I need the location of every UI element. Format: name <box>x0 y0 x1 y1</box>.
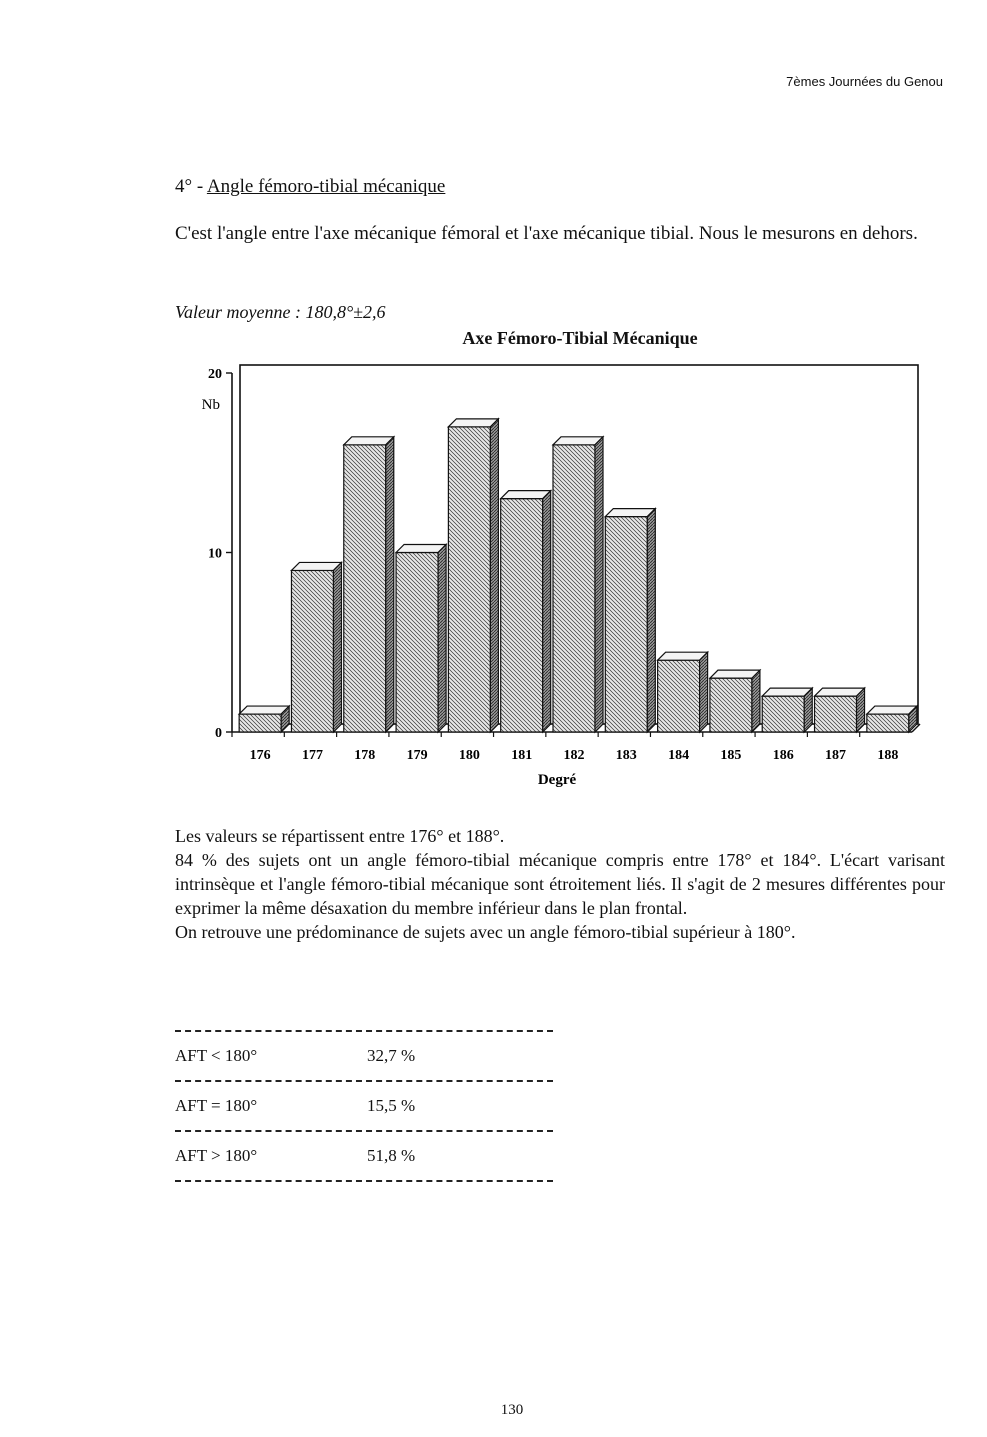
bar <box>448 419 498 732</box>
section-number: 4° - <box>175 176 207 197</box>
aft-table <box>175 1030 555 1182</box>
summary-line-1: Les valeurs se répartissent entre 176° et 188°. <box>175 826 505 846</box>
x-tick-label: 184 <box>668 748 690 763</box>
bar-front <box>344 445 386 732</box>
chart-title: Axe Fémoro-Tibial Mécanique <box>462 328 698 348</box>
x-tick-labels <box>232 732 898 763</box>
y-axis-label: Nb <box>201 397 220 413</box>
bar-side <box>595 437 603 732</box>
histogram-chart <box>170 350 930 800</box>
bar-side <box>490 419 498 732</box>
bar-front <box>553 445 595 732</box>
bar-side <box>700 652 708 732</box>
summary-line-3: On retrouve une prédominance de sujets avec un angle fémoro-tibial supérieur à 180°. <box>175 922 796 942</box>
x-tick-label: 181 <box>511 748 533 763</box>
bar <box>867 706 917 732</box>
bar-front <box>867 714 909 732</box>
bar-front <box>710 678 752 732</box>
bar <box>501 491 551 732</box>
bar <box>762 688 812 732</box>
x-tick-label: 176 <box>249 748 271 763</box>
bar <box>605 509 655 732</box>
bar-front <box>448 427 490 732</box>
bar-front <box>501 499 543 732</box>
x-tick-label: 186 <box>772 748 794 763</box>
table-row <box>175 1132 555 1180</box>
bar <box>396 545 446 733</box>
bar-side <box>386 437 394 732</box>
y-tick-label: 20 <box>208 367 222 382</box>
bar-side <box>752 670 760 732</box>
bar <box>291 562 341 732</box>
row-value: 32,7 % <box>367 1046 416 1065</box>
bar-side <box>857 688 865 732</box>
row-value: 15,5 % <box>367 1096 416 1115</box>
section-title: Angle fémoro-tibial mécanique <box>206 176 446 197</box>
section-heading <box>175 176 445 198</box>
page-number: 130 <box>500 1402 524 1418</box>
row-label: AFT > 180° <box>175 1146 258 1165</box>
x-tick-label: 185 <box>720 748 742 763</box>
intro-paragraph: C'est l'angle entre l'axe mécanique fémoral et l'axe mécanique tibial. Nous le mesurons en dehors. <box>175 223 918 244</box>
y-tick-label: 10 <box>208 546 222 562</box>
bar-front <box>658 660 700 732</box>
x-tick-label: 187 <box>825 748 847 763</box>
row-value: 51,8 % <box>367 1146 416 1165</box>
bar-side <box>647 509 655 732</box>
bar <box>710 670 760 732</box>
bar-side <box>333 562 341 732</box>
bar-side <box>804 688 812 732</box>
bar-front <box>815 696 857 732</box>
x-tick-label: 178 <box>354 748 376 763</box>
table-row <box>175 1032 555 1080</box>
running-header: 7èmes Journées du Genou <box>786 74 943 89</box>
row-label: AFT = 180° <box>175 1096 258 1115</box>
row-label: AFT < 180° <box>175 1046 258 1065</box>
table-row <box>175 1082 555 1130</box>
y-tick-label: 0 <box>215 726 222 741</box>
bar <box>815 688 865 732</box>
bar <box>344 437 394 732</box>
summary-line-2: 84 % des sujets ont un angle fémoro-tibial mécanique compris entre 178° et 184°. L'écart varisant intrinsèque et l'angle fémoro-tibial mécanique sont étroitement liés. Il s'agit de 2 mesures différentes pour exprimer la même désaxation du membre inférieur dans le plan frontal. <box>175 850 945 918</box>
y-axis <box>208 367 232 741</box>
bar <box>658 652 708 732</box>
bar <box>239 706 289 732</box>
x-axis-label: Degré <box>537 772 577 788</box>
bar-side <box>543 491 551 732</box>
x-tick-label: 179 <box>406 748 428 763</box>
bar-side <box>438 545 446 733</box>
x-tick-label: 180 <box>458 748 480 763</box>
mean-value: Valeur moyenne : 180,8°±2,6 <box>175 302 386 322</box>
bar-front <box>605 517 647 732</box>
x-tick-label: 182 <box>563 748 585 763</box>
x-tick-label: 177 <box>301 748 323 763</box>
bar-front <box>291 570 333 732</box>
bar <box>553 437 603 732</box>
summary-paragraph <box>175 824 945 944</box>
x-tick-label: 188 <box>877 748 899 763</box>
divider <box>175 1180 553 1182</box>
bar-front <box>239 714 281 732</box>
bars <box>239 419 917 732</box>
x-tick-label: 183 <box>615 748 637 763</box>
bar-front <box>396 553 438 733</box>
bar-front <box>762 696 804 732</box>
